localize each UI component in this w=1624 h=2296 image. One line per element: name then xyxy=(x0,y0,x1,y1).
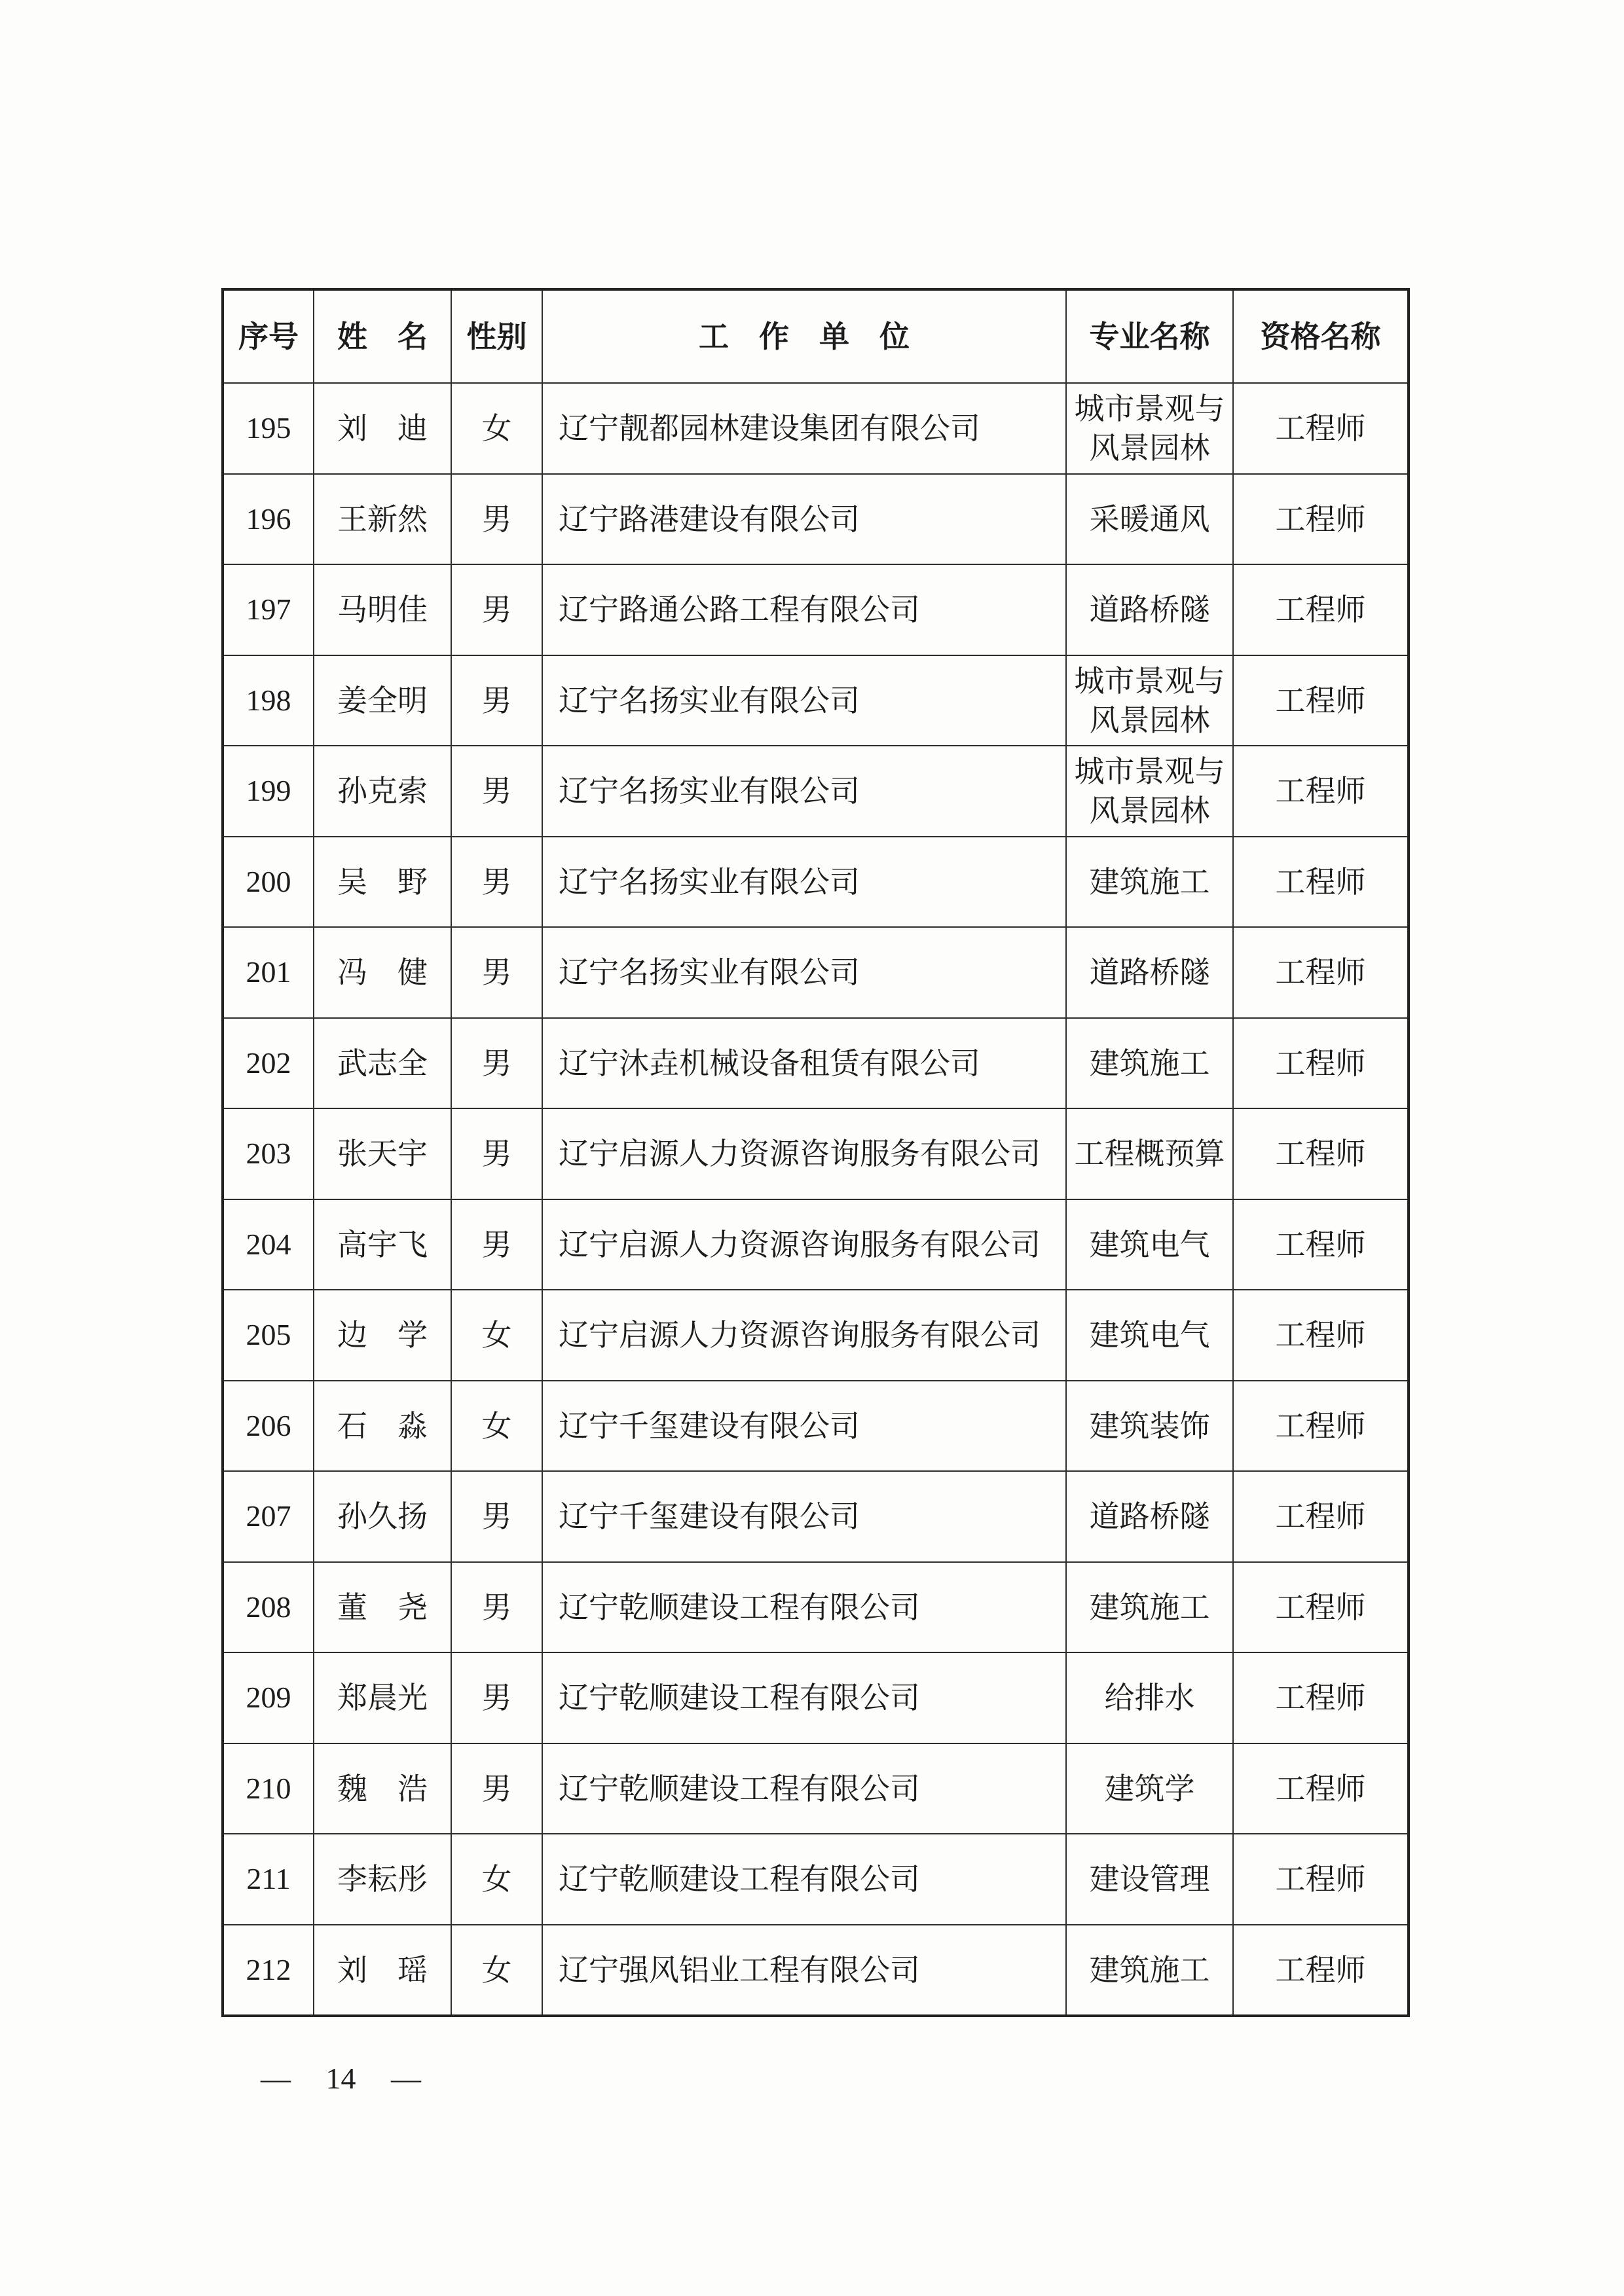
gender-cell: 男 xyxy=(451,1562,542,1653)
gender-cell: 男 xyxy=(451,564,542,655)
name-cell: 王新然 xyxy=(314,474,451,565)
name-cell: 冯 健 xyxy=(314,927,451,1018)
table-row xyxy=(223,1018,1409,1109)
serial-number-cell: 204 xyxy=(223,1199,314,1290)
header-qualification: 资格名称 xyxy=(1233,289,1409,383)
serial-number-cell: 202 xyxy=(223,1018,314,1109)
gender-cell: 男 xyxy=(451,474,542,565)
employer-cell: 辽宁乾顺建设工程有限公司 xyxy=(542,1652,1066,1743)
employer-cell: 辽宁千玺建设有限公司 xyxy=(542,1471,1066,1562)
employer-cell: 辽宁千玺建设有限公司 xyxy=(542,1381,1066,1472)
name-cell: 刘 瑶 xyxy=(314,1925,451,2016)
specialty-cell: 建筑施工 xyxy=(1066,1562,1233,1653)
serial-number-cell: 201 xyxy=(223,927,314,1018)
employer-cell: 辽宁启源人力资源咨询服务有限公司 xyxy=(542,1108,1066,1199)
table-row xyxy=(223,1562,1409,1653)
serial-number-cell: 196 xyxy=(223,474,314,565)
gender-cell: 男 xyxy=(451,927,542,1018)
gender-cell: 女 xyxy=(451,1834,542,1925)
specialty-cell: 建筑电气 xyxy=(1066,1290,1233,1381)
gender-cell: 男 xyxy=(451,1108,542,1199)
header-employer: 工 作 单 位 xyxy=(542,289,1066,383)
specialty-cell: 给排水 xyxy=(1066,1652,1233,1743)
qualification-cell: 工程师 xyxy=(1233,746,1409,837)
employer-cell: 辽宁启源人力资源咨询服务有限公司 xyxy=(542,1290,1066,1381)
table-row xyxy=(223,1290,1409,1381)
serial-number-cell: 200 xyxy=(223,837,314,928)
serial-number-cell: 207 xyxy=(223,1471,314,1562)
name-cell: 刘 迪 xyxy=(314,383,451,474)
qualification-cell: 工程师 xyxy=(1233,383,1409,474)
specialty-cell: 建筑施工 xyxy=(1066,837,1233,928)
qualification-cell: 工程师 xyxy=(1233,1925,1409,2016)
gender-cell: 男 xyxy=(451,746,542,837)
table-row xyxy=(223,927,1409,1018)
name-cell: 石 淼 xyxy=(314,1381,451,1472)
header-specialty: 专业名称 xyxy=(1066,289,1233,383)
specialty-cell: 城市景观与风景园林 xyxy=(1066,383,1233,474)
gender-cell: 男 xyxy=(451,1199,542,1290)
employer-cell: 辽宁乾顺建设工程有限公司 xyxy=(542,1743,1066,1834)
employer-cell: 辽宁乾顺建设工程有限公司 xyxy=(542,1562,1066,1653)
qualification-cell: 工程师 xyxy=(1233,1652,1409,1743)
employer-cell: 辽宁沐垚机械设备租赁有限公司 xyxy=(542,1018,1066,1109)
table-row xyxy=(223,1471,1409,1562)
specialty-cell: 采暖通风 xyxy=(1066,474,1233,565)
specialty-cell: 道路桥隧 xyxy=(1066,927,1233,1018)
specialty-cell: 建筑学 xyxy=(1066,1743,1233,1834)
serial-number-cell: 198 xyxy=(223,655,314,746)
name-cell: 武志全 xyxy=(314,1018,451,1109)
gender-cell: 女 xyxy=(451,1381,542,1472)
specialty-cell: 道路桥隧 xyxy=(1066,564,1233,655)
serial-number-cell: 209 xyxy=(223,1652,314,1743)
table-row xyxy=(223,1743,1409,1834)
table-row xyxy=(223,746,1409,837)
employer-cell: 辽宁启源人力资源咨询服务有限公司 xyxy=(542,1199,1066,1290)
specialty-cell: 城市景观与风景园林 xyxy=(1066,746,1233,837)
serial-number-cell: 211 xyxy=(223,1834,314,1925)
qualification-cell: 工程师 xyxy=(1233,564,1409,655)
name-cell: 张天宇 xyxy=(314,1108,451,1199)
qualification-cell: 工程师 xyxy=(1233,474,1409,565)
serial-number-cell: 208 xyxy=(223,1562,314,1653)
name-cell: 姜全明 xyxy=(314,655,451,746)
table-row xyxy=(223,474,1409,565)
specialty-cell: 建筑施工 xyxy=(1066,1018,1233,1109)
employer-cell: 辽宁名扬实业有限公司 xyxy=(542,746,1066,837)
employer-cell: 辽宁强风铝业工程有限公司 xyxy=(542,1925,1066,2016)
header-serial-number: 序号 xyxy=(223,289,314,383)
gender-cell: 男 xyxy=(451,1743,542,1834)
qualification-list-table xyxy=(221,288,1410,2017)
gender-cell: 男 xyxy=(451,1652,542,1743)
serial-number-cell: 206 xyxy=(223,1381,314,1472)
gender-cell: 男 xyxy=(451,1018,542,1109)
name-cell: 魏 浩 xyxy=(314,1743,451,1834)
name-cell: 边 学 xyxy=(314,1290,451,1381)
gender-cell: 男 xyxy=(451,655,542,746)
qualification-cell: 工程师 xyxy=(1233,1290,1409,1381)
qualification-cell: 工程师 xyxy=(1233,1381,1409,1472)
serial-number-cell: 197 xyxy=(223,564,314,655)
serial-number-cell: 199 xyxy=(223,746,314,837)
specialty-cell: 建筑装饰 xyxy=(1066,1381,1233,1472)
specialty-cell: 城市景观与风景园林 xyxy=(1066,655,1233,746)
serial-number-cell: 210 xyxy=(223,1743,314,1834)
employer-cell: 辽宁乾顺建设工程有限公司 xyxy=(542,1834,1066,1925)
qualification-cell: 工程师 xyxy=(1233,1562,1409,1653)
qualification-cell: 工程师 xyxy=(1233,1834,1409,1925)
table-row xyxy=(223,1108,1409,1199)
table-row xyxy=(223,1199,1409,1290)
employer-cell: 辽宁名扬实业有限公司 xyxy=(542,927,1066,1018)
table-header xyxy=(223,289,1409,383)
gender-cell: 女 xyxy=(451,1925,542,2016)
employer-cell: 辽宁名扬实业有限公司 xyxy=(542,655,1066,746)
employer-cell: 辽宁名扬实业有限公司 xyxy=(542,837,1066,928)
qualification-cell: 工程师 xyxy=(1233,1018,1409,1109)
qualification-cell: 工程师 xyxy=(1233,1743,1409,1834)
name-cell: 吴 野 xyxy=(314,837,451,928)
header-name: 姓 名 xyxy=(314,289,451,383)
table-row xyxy=(223,383,1409,474)
gender-cell: 女 xyxy=(451,1290,542,1381)
specialty-cell: 建筑电气 xyxy=(1066,1199,1233,1290)
serial-number-cell: 205 xyxy=(223,1290,314,1381)
serial-number-cell: 203 xyxy=(223,1108,314,1199)
specialty-cell: 建设管理 xyxy=(1066,1834,1233,1925)
name-cell: 高宇飞 xyxy=(314,1199,451,1290)
table-row xyxy=(223,1925,1409,2016)
employer-cell: 辽宁路通公路工程有限公司 xyxy=(542,564,1066,655)
table-row xyxy=(223,1652,1409,1743)
gender-cell: 男 xyxy=(451,1471,542,1562)
employer-cell: 辽宁靓都园林建设集团有限公司 xyxy=(542,383,1066,474)
table-body xyxy=(223,383,1409,2016)
qualification-cell: 工程师 xyxy=(1233,1108,1409,1199)
name-cell: 董 尧 xyxy=(314,1562,451,1653)
qualification-cell: 工程师 xyxy=(1233,655,1409,746)
name-cell: 郑晨光 xyxy=(314,1652,451,1743)
name-cell: 李耘彤 xyxy=(314,1834,451,1925)
table-row xyxy=(223,1381,1409,1472)
header-gender: 性别 xyxy=(451,289,542,383)
employer-cell: 辽宁路港建设有限公司 xyxy=(542,474,1066,565)
table-row xyxy=(223,837,1409,928)
name-cell: 马明佳 xyxy=(314,564,451,655)
serial-number-cell: 195 xyxy=(223,383,314,474)
qualification-cell: 工程师 xyxy=(1233,1471,1409,1562)
specialty-cell: 道路桥隧 xyxy=(1066,1471,1233,1562)
table-row xyxy=(223,564,1409,655)
serial-number-cell: 212 xyxy=(223,1925,314,2016)
table-row xyxy=(223,1834,1409,1925)
specialty-cell: 建筑施工 xyxy=(1066,1925,1233,2016)
name-cell: 孙久扬 xyxy=(314,1471,451,1562)
name-cell: 孙克索 xyxy=(314,746,451,837)
header-row xyxy=(223,289,1409,383)
page-number: — 14 — xyxy=(261,2062,421,2095)
specialty-cell: 工程概预算 xyxy=(1066,1108,1233,1199)
gender-cell: 女 xyxy=(451,383,542,474)
qualification-cell: 工程师 xyxy=(1233,837,1409,928)
qualification-cell: 工程师 xyxy=(1233,927,1409,1018)
table-row xyxy=(223,655,1409,746)
gender-cell: 男 xyxy=(451,837,542,928)
qualification-cell: 工程师 xyxy=(1233,1199,1409,1290)
